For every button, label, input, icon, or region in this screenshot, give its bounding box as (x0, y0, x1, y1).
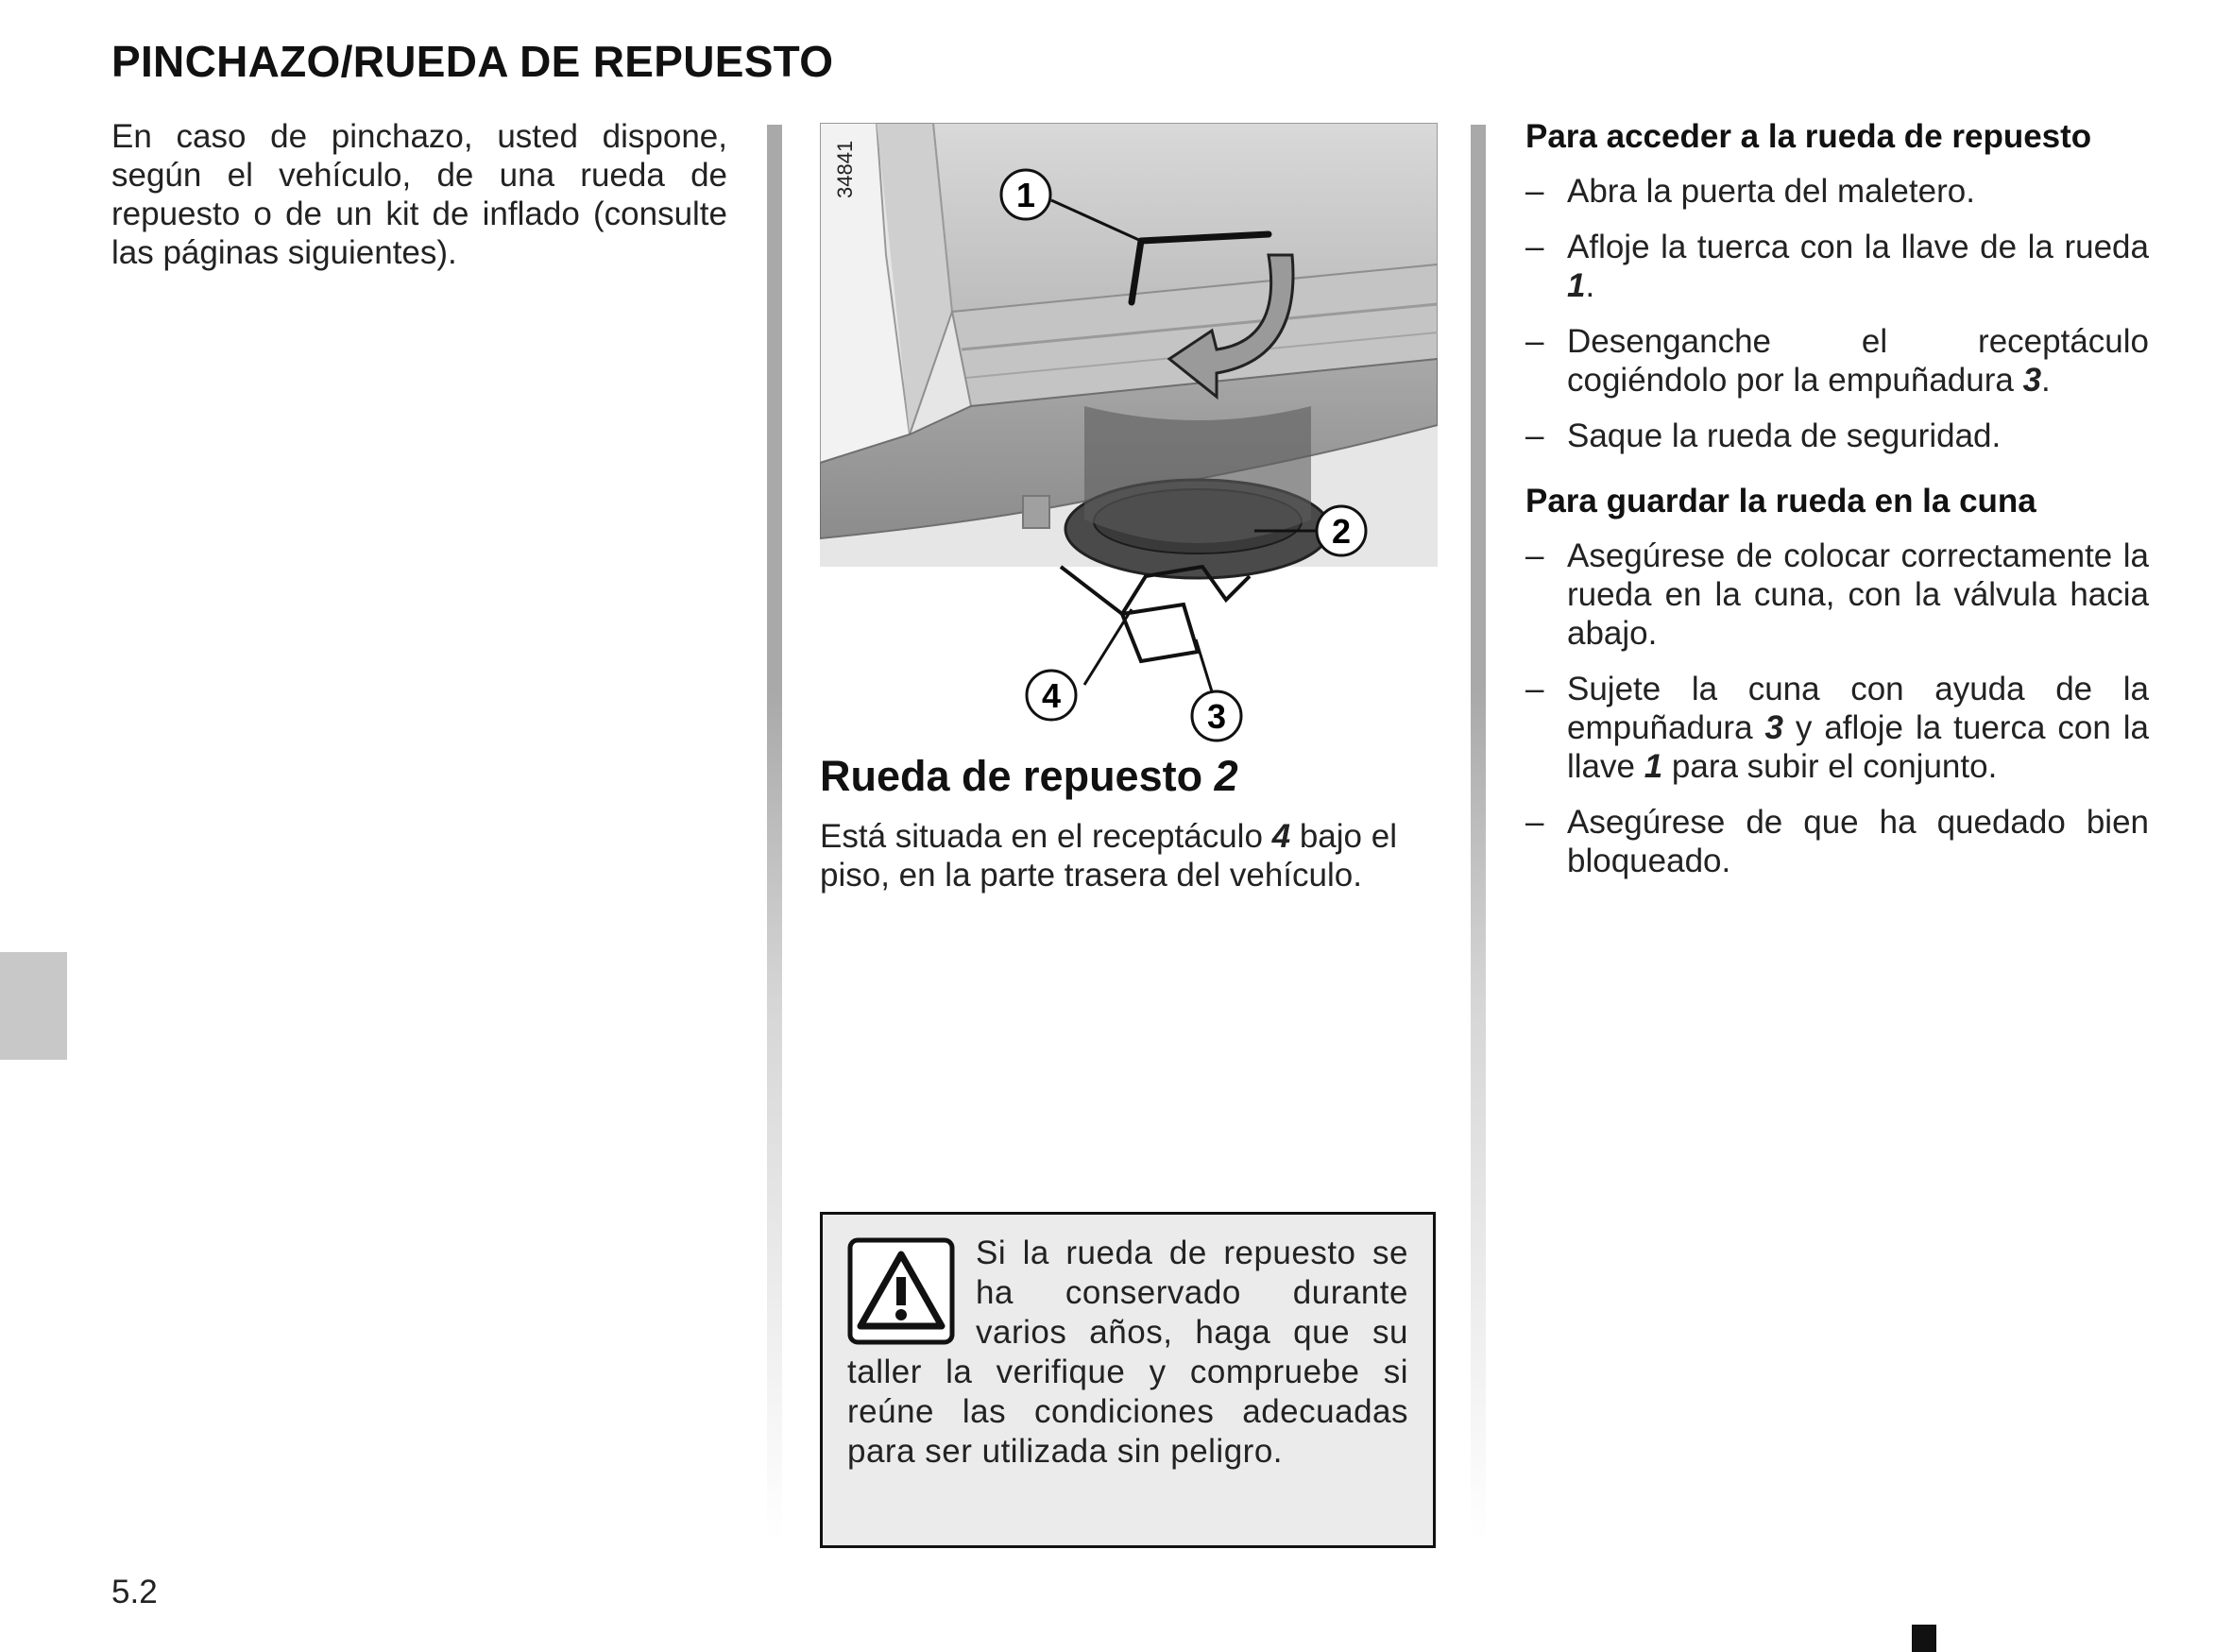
spare-wheel-illustration (820, 123, 1438, 746)
chapter-tab (0, 952, 67, 1060)
access-step-4: – Saque la rueda de seguridad. (1525, 417, 2002, 454)
access-step-3: – Desenganche el receptáculo cogiéndolo por la empuñadura 3. (1525, 323, 2149, 399)
callout-1 (1001, 170, 1050, 219)
handle-number: 3 (1764, 709, 1783, 746)
svg-text:4: 4 (1041, 676, 1062, 715)
spare-wheel-heading-number: 2 (1214, 752, 1238, 800)
figure-reference-number: 34841 (833, 140, 857, 198)
svg-text:3: 3 (1206, 697, 1227, 736)
page-title: PINCHAZO/RUEDA DE REPUESTO (111, 37, 834, 86)
warning-text: Si la rueda de repuesto se ha conservado durante varios años, haga que su taller la verifique y compruebe si reúne las condiciones adecuadas para ser utilizada sin peligro. (847, 1235, 1408, 1470)
callout-2 (1317, 506, 1366, 555)
store-step-2: – Sujete la cuna con ayuda de la empuñadura 3 y afloje la tuerca con la llave 1 para subir el conjunto. (1525, 671, 2149, 785)
instructions-column (1525, 117, 2149, 897)
intro-paragraph: En caso de pinchazo, usted dispone, según el vehículo, de una rueda de repuesto o de un kit de inflado (consulte las páginas siguientes). (111, 118, 727, 271)
access-step-1: – Abra la puerta del maletero. (1525, 173, 1975, 210)
svg-text:1: 1 (1015, 176, 1036, 214)
access-steps (1525, 172, 2149, 455)
store-heading: Para guardar la rueda en la cuna (1525, 483, 2036, 519)
store-steps (1525, 536, 2149, 880)
svg-text:2: 2 (1331, 512, 1352, 551)
end-of-section-mark (1912, 1625, 1936, 1652)
spare-wheel-description: Está situada en el receptáculo 4 bajo el piso, en la parte trasera del vehículo. (820, 818, 1397, 894)
wrench-number: 1 (1644, 748, 1663, 785)
page-number: 5.2 (111, 1574, 158, 1610)
callout-3 (1192, 691, 1241, 741)
receptacle-number: 4 (1271, 818, 1291, 855)
access-step-2: – Afloje la tuerca con la llave de la rueda 1. (1525, 229, 2149, 304)
store-step-1: – Asegúrese de colocar correctamente la rueda en la cuna, con la válvula hacia abajo. (1525, 537, 2149, 652)
column-divider-left (767, 125, 782, 1541)
callout-4 (1027, 671, 1076, 720)
handle-number: 3 (2022, 362, 2042, 399)
store-step-3: – Asegúrese de que ha quedado bien bloqueado. (1525, 804, 2149, 879)
access-heading: Para acceder a la rueda de repuesto (1525, 118, 2092, 155)
warning-box (820, 1212, 1436, 1548)
column-divider-right (1471, 125, 1486, 1541)
spare-wheel-heading: Rueda de repuesto 2 (820, 752, 1238, 800)
wrench-number: 1 (1567, 267, 1586, 304)
warning-triangle-icon (847, 1237, 955, 1345)
